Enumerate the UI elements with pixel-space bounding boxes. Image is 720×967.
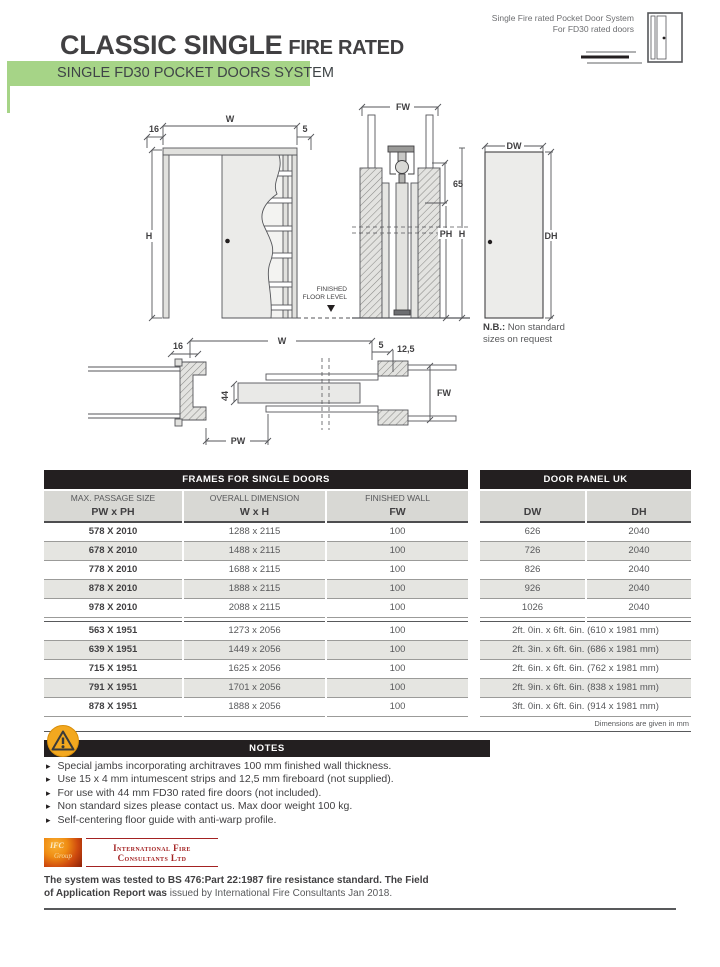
table-cell: 926 bbox=[480, 580, 585, 599]
dim-label-w: W bbox=[225, 114, 235, 124]
table-gap bbox=[470, 523, 478, 541]
note-text: Non standard sizes please contact us. Max door weight 100 kg. bbox=[57, 800, 353, 813]
nb-note bbox=[483, 322, 581, 346]
table-cell: 639 X 1951 bbox=[44, 641, 182, 660]
ifc-company-name: International Fire Consultants Ltd bbox=[86, 838, 218, 867]
plan-door-leaf bbox=[238, 383, 360, 403]
corner-note-line1: Single Fire rated Pocket Door System bbox=[491, 13, 634, 23]
col-header-finished-wall: FINISHED WALL FW bbox=[327, 491, 468, 523]
dim-label-h2: H bbox=[458, 229, 466, 239]
table-cell: 2040 bbox=[587, 580, 691, 599]
table-cell: 826 bbox=[480, 561, 585, 580]
table-cell: 1688 x 2115 bbox=[184, 561, 325, 580]
table-gap bbox=[470, 542, 478, 560]
table-cell: 2ft. 6in. x 6ft. 6in. (762 x 1981 mm) bbox=[480, 660, 691, 679]
note-item bbox=[46, 760, 626, 773]
dim-label-16b: 16 bbox=[172, 341, 184, 351]
dim-label-pw: PW bbox=[230, 436, 246, 446]
table-gap bbox=[470, 580, 478, 598]
note-item bbox=[46, 773, 626, 786]
notes-header-bar bbox=[44, 740, 490, 757]
table-cell: 1449 x 2056 bbox=[184, 641, 325, 660]
table-cell: 878 X 1951 bbox=[44, 698, 182, 717]
table-cell: 100 bbox=[327, 641, 468, 660]
dim-label-16: 16 bbox=[148, 124, 160, 134]
table-cell: 578 X 2010 bbox=[44, 523, 182, 542]
nb-note-bold: N.B.: bbox=[483, 322, 506, 333]
table-group-divider bbox=[470, 618, 478, 621]
table-cell: 2ft. 0in. x 6ft. 6in. (610 x 1981 mm) bbox=[480, 622, 691, 641]
table-cell: 563 X 1951 bbox=[44, 622, 182, 641]
table-cell: 978 X 2010 bbox=[44, 599, 182, 618]
table-cell: 2ft. 3in. x 6ft. 6in. (686 x 1981 mm) bbox=[480, 641, 691, 660]
certification-text: The system was tested to BS 476:Part 22:1987 fire resistance standard. The Field of Application Report was issued by International Fire Consultants Jan 2018. bbox=[44, 875, 429, 899]
table-gap bbox=[470, 622, 478, 640]
table-cell: 100 bbox=[327, 660, 468, 679]
table-cell: 1701 x 2056 bbox=[184, 679, 325, 698]
table-cell: 626 bbox=[480, 523, 585, 542]
dim-label-ph: PH bbox=[439, 229, 453, 239]
pocket-door-icon bbox=[578, 10, 688, 70]
table-gap bbox=[470, 599, 478, 617]
note-item bbox=[46, 800, 626, 813]
notes-list bbox=[46, 760, 626, 827]
table-gap bbox=[470, 679, 478, 697]
table-cell: 1625 x 2056 bbox=[184, 660, 325, 679]
subtitle-banner bbox=[7, 61, 334, 86]
table-cell: 2040 bbox=[587, 599, 691, 618]
dim-label-h: H bbox=[145, 231, 153, 241]
plan-structure bbox=[88, 358, 456, 430]
nb-note-text: Non standard sizes on request bbox=[483, 322, 565, 345]
dim-label-fwb: FW bbox=[437, 388, 451, 398]
ifc-logo bbox=[44, 838, 218, 867]
bullet-arrow-icon: ▸ bbox=[46, 814, 51, 825]
table-cell: 1488 x 2115 bbox=[184, 542, 325, 561]
table-cell: 100 bbox=[327, 599, 468, 618]
spec-table bbox=[44, 470, 691, 732]
page-title-suffix: FIRE RATED bbox=[288, 37, 404, 59]
door-panel-view bbox=[485, 152, 543, 318]
table-gap bbox=[470, 660, 478, 678]
table-cell: 1273 x 2056 bbox=[184, 622, 325, 641]
table-cell: 678 X 2010 bbox=[44, 542, 182, 561]
plan-symbol-icon bbox=[581, 52, 642, 63]
col-header-passage: MAX. PASSAGE SIZE PW x PH bbox=[44, 491, 182, 523]
table-group-header-panel: DOOR PANEL UK bbox=[480, 470, 691, 489]
table-cell: 878 X 2010 bbox=[44, 580, 182, 599]
table-gap bbox=[470, 561, 478, 579]
note-text: For use with 44 mm FD30 rated fire doors (not included). bbox=[57, 786, 322, 799]
table-cell: 1888 x 2115 bbox=[184, 580, 325, 599]
note-text: Self-centering floor guide with anti-warp profile. bbox=[57, 813, 277, 826]
bullet-arrow-icon: ▸ bbox=[46, 774, 51, 785]
table-cell: 726 bbox=[480, 542, 585, 561]
warning-icon bbox=[46, 724, 80, 758]
table-cell: 2040 bbox=[587, 523, 691, 542]
table-cell: 100 bbox=[327, 622, 468, 641]
table-cell: 715 X 1951 bbox=[44, 660, 182, 679]
dim-label-fw: FW bbox=[396, 102, 410, 112]
table-cell: 791 X 1951 bbox=[44, 679, 182, 698]
note-text: Special jambs incorporating architraves 100 mm finished wall thickness. bbox=[57, 760, 392, 772]
note-item bbox=[46, 814, 626, 827]
plan-jamb bbox=[180, 362, 206, 420]
table-group-header-frames: FRAMES FOR SINGLE DOORS bbox=[44, 470, 468, 489]
floor-level-note bbox=[303, 286, 348, 312]
note-text: Use 15 x 4 mm intumescent strips and 12,5 mm fireboard (not supplied). bbox=[57, 773, 394, 786]
table-cell: 100 bbox=[327, 561, 468, 580]
table-cell: 1288 x 2115 bbox=[184, 523, 325, 542]
ifc-logo-image bbox=[44, 838, 82, 867]
footer-rule bbox=[44, 908, 676, 910]
table-cell: 2040 bbox=[587, 542, 691, 561]
table-cell: 2040 bbox=[587, 561, 691, 580]
dim-label-65: 65 bbox=[453, 179, 464, 189]
table-cell: 100 bbox=[327, 542, 468, 561]
page-title bbox=[60, 30, 404, 61]
table-gap bbox=[470, 641, 478, 659]
corner-note-line2: For FD30 rated doors bbox=[552, 24, 634, 34]
table-footnote: Dimensions are given in mm bbox=[44, 717, 691, 732]
bullet-arrow-icon: ▸ bbox=[46, 787, 51, 798]
ifc-logo-text-bottom: Group bbox=[54, 852, 73, 860]
table-cell: 2ft. 9in. x 6ft. 6in. (838 x 1981 mm) bbox=[480, 679, 691, 698]
notes-title: NOTES bbox=[249, 743, 285, 754]
dim-label-dh: DH bbox=[544, 231, 558, 241]
table-cell: 100 bbox=[327, 679, 468, 698]
table-cell: 1888 x 2056 bbox=[184, 698, 325, 717]
table-cell: 1026 bbox=[480, 599, 585, 618]
subtitle-text: SINGLE FD30 POCKET DOORS SYSTEM bbox=[57, 65, 334, 81]
table-cell: 2088 x 2115 bbox=[184, 599, 325, 618]
table-cell: 3ft. 0in. x 6ft. 6in. (914 x 1981 mm) bbox=[480, 698, 691, 717]
ifc-logo-text-top: IFC bbox=[50, 841, 64, 850]
col-header-dh: DH bbox=[587, 491, 691, 523]
svg-text:FINISHED: FINISHED bbox=[316, 286, 347, 293]
page-title-main: CLASSIC SINGLE bbox=[60, 30, 283, 60]
table-cell: 100 bbox=[327, 523, 468, 542]
dim-label-5b: 5 bbox=[378, 340, 384, 350]
table-cell: 100 bbox=[327, 580, 468, 599]
technical-drawings bbox=[0, 95, 720, 465]
dim-label-5: 5 bbox=[302, 124, 308, 134]
svg-text:FLOOR LEVEL: FLOOR LEVEL bbox=[302, 294, 347, 301]
dim-label-44: 44 bbox=[220, 390, 230, 402]
dim-label-dw: DW bbox=[506, 141, 522, 151]
table-cell: 778 X 2010 bbox=[44, 561, 182, 580]
section-structure bbox=[352, 115, 470, 318]
table-cell: 100 bbox=[327, 698, 468, 717]
dim-label-wb: W bbox=[277, 336, 287, 346]
col-header-dw: DW bbox=[480, 491, 585, 523]
bullet-arrow-icon: ▸ bbox=[46, 761, 51, 771]
door-pull-dot bbox=[225, 239, 230, 244]
note-item bbox=[46, 787, 626, 800]
door-panel-pull-dot bbox=[488, 240, 492, 244]
dim-label-125: 12,5 bbox=[397, 344, 415, 354]
col-header-overall: OVERALL DIMENSION W x H bbox=[184, 491, 325, 523]
bullet-arrow-icon: ▸ bbox=[46, 801, 51, 812]
table-gap bbox=[470, 698, 478, 716]
